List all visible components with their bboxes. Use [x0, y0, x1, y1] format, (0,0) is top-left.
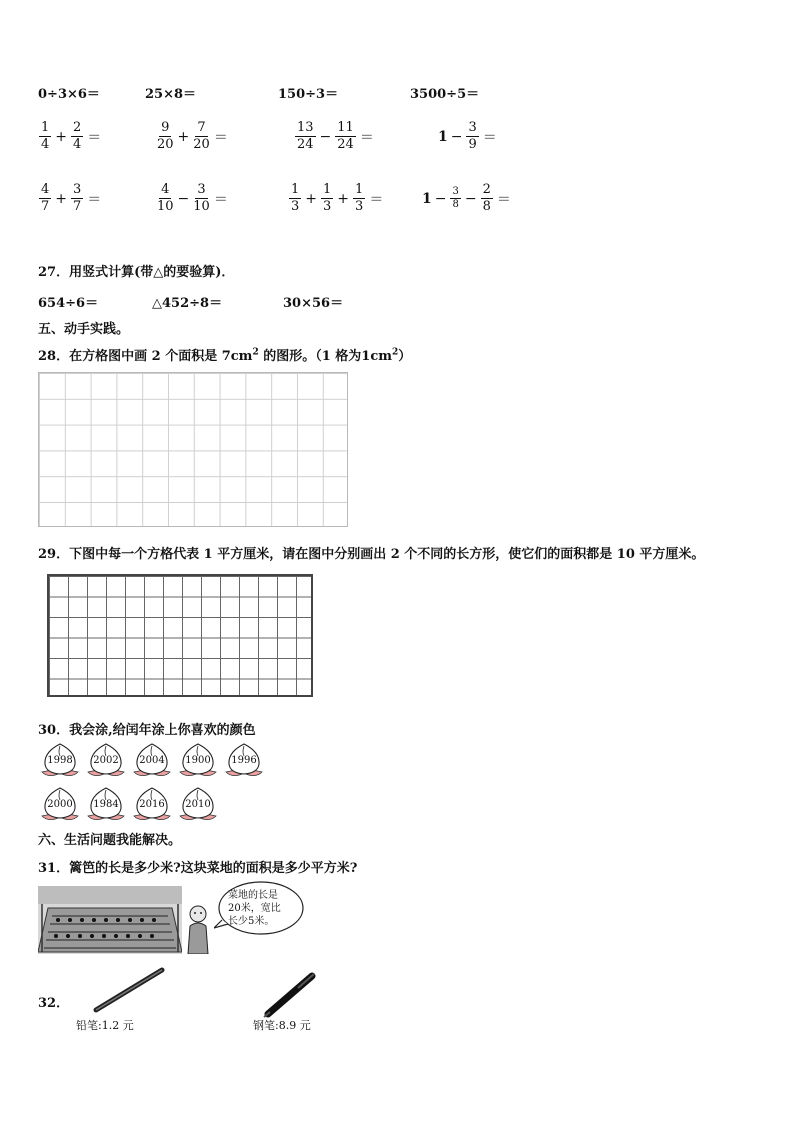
section-5-heading: 五、动手实践。: [38, 322, 130, 337]
peach-2004[interactable]: [130, 742, 174, 780]
peach-2000[interactable]: [38, 786, 82, 824]
calc-150div3: 150÷3＝: [278, 87, 339, 102]
peach-year-label: 1998: [47, 755, 73, 766]
peach-1998[interactable]: [38, 742, 82, 780]
fraction-expr-r3-1: $\frac{4}{7}$ + $\frac{3}{7}$ ＝: [41, 182, 102, 214]
peach-year-label: 2002: [93, 755, 119, 766]
pen-price: 钢笔:8.9 元: [253, 1019, 311, 1032]
pencil-icon: [90, 966, 170, 1014]
q31-title: 31．篱笆的长是多少米?这块菜地的面积是多少平方米?: [38, 861, 358, 876]
old-man-illustration: [184, 904, 212, 954]
peach-1984[interactable]: [84, 786, 128, 824]
fraction-expr-r2-3: $\frac{13}{24}$ − $\frac{11}{24}$ ＝: [297, 120, 374, 152]
pen-icon: [262, 972, 322, 1018]
calc-25x8: 25×8＝: [145, 87, 197, 102]
q27-item-3: 30×56＝: [283, 296, 344, 311]
vegetable-garden-illustration: [38, 886, 182, 954]
peach-2002[interactable]: [84, 742, 128, 780]
peach-1900[interactable]: [176, 742, 220, 780]
q29-title: 29．下图中每一个方格代表 1 平方厘米，请在图中分别画出 2 个不同的长方形，使它们的面积都是 10 平方厘米。: [38, 547, 705, 562]
section-6-heading: 六、生活问题我能解决。: [38, 833, 182, 848]
q28-title: 28．在方格图中画 2 个面积是 $7cm^2$ 的图形。（1 格为$1cm^2$）: [38, 347, 412, 364]
bubble-line-1: 菜地的长是: [228, 890, 278, 901]
fraction-expr-r3-2: $\frac{4}{10}$ − $\frac{3}{10}$ ＝: [157, 182, 228, 214]
peach-year-label: 2000: [47, 799, 73, 810]
peach-year-label: 2010: [185, 799, 211, 810]
peach-year-label: 2004: [139, 755, 165, 766]
q27-item-1: 654÷6＝: [38, 296, 99, 311]
q32-number: 32．: [38, 996, 70, 1011]
peach-year-label: 1900: [185, 755, 211, 766]
q30-title: 30．我会涂,给闰年涂上你喜欢的颜色: [38, 723, 256, 738]
pencil-price: 铅笔:1.2 元: [76, 1019, 134, 1032]
bubble-line-2: 20米，宽比: [228, 903, 281, 914]
fraction-expr-r2-1: $\frac{1}{4}$ + $\frac{2}{4}$ ＝: [41, 120, 102, 152]
fraction-expr-r2-4: 1 − $\frac{3}{9}$ ＝: [438, 120, 497, 152]
peach-year-label: 1996: [231, 755, 257, 766]
peach-2010[interactable]: [176, 786, 220, 824]
bubble-line-3: 长少5米。: [228, 916, 275, 927]
q27-title: 27．用竖式计算(带△的要验算)．: [38, 265, 235, 280]
peach-year-label: 1984: [93, 799, 119, 810]
q28-grid[interactable]: [38, 372, 348, 527]
fraction-expr-r3-3: $\frac{1}{3}$ + $\frac{1}{3}$ + $\frac{1}{3}$ ＝: [291, 182, 384, 214]
fraction-expr-r2-2: $\frac{9}{20}$ + $\frac{7}{20}$ ＝: [157, 120, 228, 152]
speech-bubble: [214, 880, 304, 940]
q27-item-2: △452÷8＝: [152, 296, 223, 311]
fraction-expr-r3-4: 1 − $\frac{3}{8}$ − $\frac{2}{8}$ ＝: [422, 182, 511, 214]
calc-0div3x6: 0÷3×6＝: [38, 87, 100, 102]
q29-grid[interactable]: [47, 574, 313, 697]
calc-3500div5: 3500÷5＝: [410, 87, 480, 102]
peach-2016[interactable]: [130, 786, 174, 824]
peach-1996[interactable]: [222, 742, 266, 780]
peach-year-label: 2016: [139, 799, 165, 810]
